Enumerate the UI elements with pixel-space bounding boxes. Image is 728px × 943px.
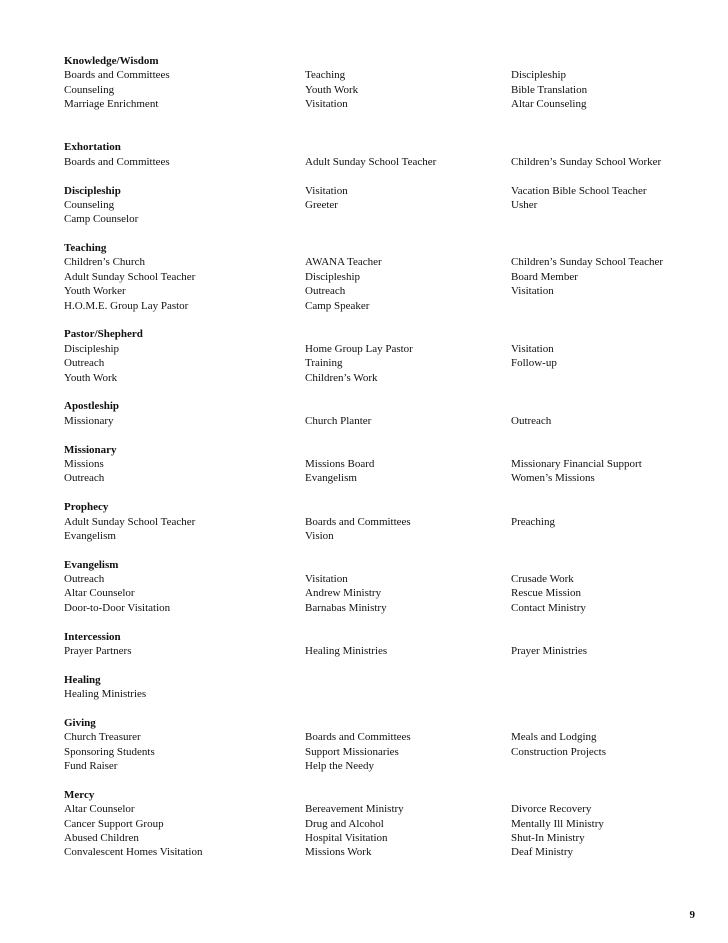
ministry-item: Missions Board bbox=[305, 457, 375, 470]
ministry-item: Women’s Missions bbox=[511, 472, 595, 485]
ministry-item: Mentally Ill Ministry bbox=[511, 817, 604, 830]
ministry-item: Divorce Recovery bbox=[511, 803, 592, 816]
ministry-row bbox=[64, 572, 684, 586]
section-heading: Exhortation bbox=[64, 141, 121, 154]
ministry-item: Boards and Committees bbox=[305, 731, 411, 744]
ministry-row bbox=[64, 586, 684, 600]
section-heading-row bbox=[64, 788, 684, 802]
ministry-row bbox=[64, 802, 684, 816]
ministry-row bbox=[64, 112, 684, 126]
ministry-item: Board Member bbox=[511, 270, 578, 283]
page-number: 9 bbox=[689, 909, 695, 921]
section-heading: Apostleship bbox=[64, 400, 120, 413]
ministry-row bbox=[64, 155, 684, 169]
ministry-row bbox=[64, 97, 684, 111]
section-heading-row bbox=[64, 54, 684, 68]
section-heading: Evangelism bbox=[64, 558, 119, 571]
ministry-row bbox=[64, 299, 684, 313]
ministry-item: Visitation bbox=[305, 573, 348, 586]
ministry-item: Bereavement Ministry bbox=[305, 803, 404, 816]
gift-section bbox=[64, 241, 684, 313]
section-heading: Intercession bbox=[64, 630, 121, 643]
ministry-item: H.O.M.E. Group Lay Pastor bbox=[64, 299, 189, 312]
ministry-item: Altar Counselor bbox=[64, 587, 135, 600]
ministry-item: Boards and Committees bbox=[64, 69, 170, 82]
ministry-item: Cancer Support Group bbox=[64, 817, 164, 830]
section-heading: Knowledge/Wisdom bbox=[64, 55, 159, 67]
section-heading-row bbox=[64, 443, 684, 457]
gift-section bbox=[64, 184, 684, 227]
ministry-row bbox=[64, 817, 684, 831]
ministry-item: Adult Sunday School Teacher bbox=[64, 270, 196, 283]
ministry-item: Healing Ministries bbox=[64, 688, 147, 701]
ministry-item: Abused Children bbox=[64, 832, 139, 845]
ministry-item: Visitation bbox=[305, 184, 348, 197]
ministry-item: Adult Sunday School Teacher bbox=[305, 155, 437, 168]
section-heading-row bbox=[64, 399, 684, 413]
section-heading-row bbox=[64, 327, 684, 341]
ministry-item: Visitation bbox=[305, 98, 348, 111]
ministry-item: Outreach bbox=[305, 285, 346, 298]
section-heading: Healing bbox=[64, 673, 101, 686]
ministry-item: Outreach bbox=[511, 414, 552, 427]
section-heading-row bbox=[64, 241, 684, 255]
ministry-item: Youth Work bbox=[64, 371, 118, 384]
gift-section bbox=[64, 558, 684, 616]
ministry-row bbox=[64, 255, 684, 269]
ministry-item: AWANA Teacher bbox=[305, 256, 382, 269]
ministry-row bbox=[64, 342, 684, 356]
ministry-item: Crusade Work bbox=[511, 573, 574, 586]
ministry-item: Missions bbox=[64, 457, 104, 470]
gift-section bbox=[64, 630, 684, 659]
ministry-item: Vision bbox=[305, 529, 334, 542]
ministry-item: Healing Ministries bbox=[305, 645, 388, 658]
ministry-item: Camp Speaker bbox=[305, 299, 370, 312]
section-heading: Giving bbox=[64, 716, 96, 729]
ministry-row bbox=[64, 83, 684, 97]
ministry-item: Meals and Lodging bbox=[511, 731, 597, 744]
ministry-item: Youth Work bbox=[305, 83, 359, 96]
section-heading: Discipleship bbox=[64, 184, 121, 197]
ministry-item: Teaching bbox=[305, 69, 346, 82]
ministry-row bbox=[64, 759, 684, 773]
section-heading: Prophecy bbox=[64, 501, 109, 514]
ministry-item: Preaching bbox=[511, 515, 555, 528]
ministry-item: Church Treasurer bbox=[64, 731, 141, 744]
ministry-item: Home Group Lay Pastor bbox=[305, 342, 413, 355]
gift-section bbox=[64, 54, 684, 126]
ministry-row bbox=[64, 601, 684, 615]
section-heading-row bbox=[64, 716, 684, 730]
ministry-item: Altar Counselor bbox=[64, 803, 135, 816]
ministry-row bbox=[64, 457, 684, 471]
ministry-row bbox=[64, 644, 684, 658]
ministry-item: Follow-up bbox=[511, 357, 557, 370]
ministry-row bbox=[64, 284, 684, 298]
ministry-item: Usher bbox=[511, 198, 538, 211]
ministry-item: Rescue Mission bbox=[511, 587, 581, 600]
gift-section bbox=[64, 140, 684, 169]
gift-section bbox=[64, 716, 684, 774]
ministry-row bbox=[64, 745, 684, 759]
ministry-item: Vacation Bible School Teacher bbox=[511, 184, 647, 197]
ministry-item: Andrew Ministry bbox=[305, 587, 382, 600]
ministry-row bbox=[64, 687, 684, 701]
ministry-item: Door-to-Door Visitation bbox=[64, 601, 171, 614]
ministry-item: Church Planter bbox=[305, 414, 372, 427]
ministry-item: Bible Translation bbox=[511, 83, 588, 96]
ministry-row bbox=[64, 471, 684, 485]
ministry-item: Hospital Visitation bbox=[305, 832, 388, 845]
ministry-item: Barnabas Ministry bbox=[305, 601, 387, 614]
gift-section bbox=[64, 500, 684, 543]
ministry-item: Youth Worker bbox=[64, 285, 126, 298]
ministry-item: Children’s Sunday School Teacher bbox=[511, 256, 664, 269]
ministry-item: Visitation bbox=[511, 342, 554, 355]
ministry-item: Deaf Ministry bbox=[511, 846, 574, 859]
gift-section bbox=[64, 399, 684, 428]
ministry-item: Marriage Enrichment bbox=[64, 98, 159, 111]
ministry-item: Discipleship bbox=[64, 342, 119, 355]
ministry-item: Visitation bbox=[511, 285, 554, 298]
ministry-item: Evangelism bbox=[305, 472, 357, 485]
ministry-item: Prayer Partners bbox=[64, 645, 132, 658]
ministry-gift-list bbox=[64, 54, 684, 874]
ministry-item: Greeter bbox=[305, 198, 338, 211]
ministry-item: Drug and Alcohol bbox=[305, 817, 384, 830]
ministry-row bbox=[64, 730, 684, 744]
gift-section bbox=[64, 327, 684, 385]
section-heading-row bbox=[64, 673, 684, 687]
ministry-row bbox=[64, 212, 684, 226]
gift-section bbox=[64, 443, 684, 486]
ministry-item: Sponsoring Students bbox=[64, 745, 155, 758]
ministry-row bbox=[64, 356, 684, 370]
ministry-row bbox=[64, 371, 684, 385]
ministry-row bbox=[64, 198, 684, 212]
ministry-row bbox=[64, 845, 684, 859]
gift-section bbox=[64, 788, 684, 860]
ministry-item: Counseling bbox=[64, 83, 115, 96]
ministry-item: Children’s Sunday School Worker bbox=[511, 155, 662, 168]
ministry-item: Adult Sunday School Teacher bbox=[64, 515, 196, 528]
section-heading-row bbox=[64, 630, 684, 644]
section-heading: Pastor/Shepherd bbox=[64, 328, 143, 341]
ministry-row bbox=[64, 414, 684, 428]
ministry-item: Children’s Church bbox=[64, 256, 145, 269]
section-heading-row bbox=[64, 500, 684, 514]
section-heading-row bbox=[64, 558, 684, 572]
ministry-item: Boards and Committees bbox=[64, 155, 170, 168]
ministry-row bbox=[64, 529, 684, 543]
section-heading: Missionary bbox=[64, 443, 117, 456]
ministry-item: Counseling bbox=[64, 198, 115, 211]
ministry-item: Training bbox=[305, 357, 343, 370]
ministry-item: Shut-In Ministry bbox=[511, 832, 585, 845]
ministry-item: Contact Ministry bbox=[511, 601, 586, 614]
ministry-item: Fund Raiser bbox=[64, 760, 118, 773]
section-heading-row bbox=[64, 140, 684, 154]
ministry-item: Support Missionaries bbox=[305, 745, 399, 758]
ministry-item: Camp Counselor bbox=[64, 213, 139, 226]
ministry-item: Construction Projects bbox=[511, 745, 607, 758]
ministry-row bbox=[64, 831, 684, 845]
ministry-item: Discipleship bbox=[511, 69, 566, 82]
section-heading-row bbox=[64, 184, 684, 198]
ministry-item: Altar Counseling bbox=[511, 98, 587, 111]
ministry-item: Outreach bbox=[64, 357, 105, 370]
ministry-row bbox=[64, 270, 684, 284]
ministry-item: Convalescent Homes Visitation bbox=[64, 846, 203, 859]
ministry-item: Outreach bbox=[64, 573, 105, 586]
ministry-item: Evangelism bbox=[64, 529, 116, 542]
ministry-item: Children’s Work bbox=[305, 371, 378, 384]
ministry-item: Missionary bbox=[64, 414, 114, 427]
ministry-item: Boards and Committees bbox=[305, 515, 411, 528]
section-heading: Teaching bbox=[64, 242, 107, 255]
ministry-item: Outreach bbox=[64, 472, 105, 485]
ministry-item: Help the Needy bbox=[305, 760, 375, 773]
ministry-item: Prayer Ministries bbox=[511, 645, 588, 658]
ministry-row bbox=[64, 515, 684, 529]
ministry-item: Discipleship bbox=[305, 270, 360, 283]
ministry-item: Missionary Financial Support bbox=[511, 457, 642, 470]
ministry-item: Missions Work bbox=[305, 846, 372, 859]
ministry-row bbox=[64, 68, 684, 82]
section-heading: Mercy bbox=[64, 788, 95, 801]
gift-section bbox=[64, 673, 684, 702]
